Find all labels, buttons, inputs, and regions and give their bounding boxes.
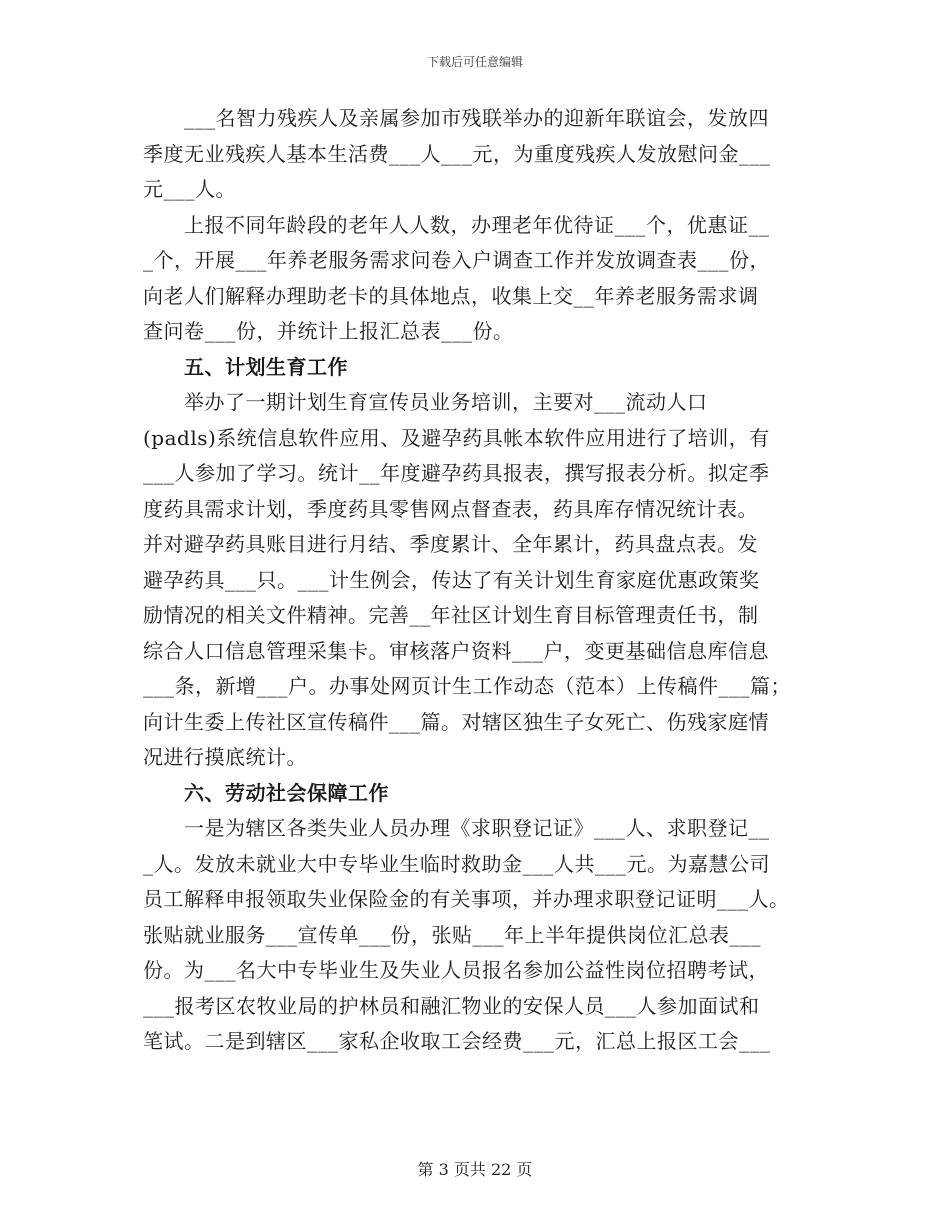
section-heading: 六、劳动社会保障工作	[143, 780, 389, 805]
paragraph-line: 向计生委上传社区宣传稿件___篇。对辖区独生子女死亡、伤残家庭情	[143, 709, 769, 734]
paragraph-line: 上报不同年龄段的老年人人数，办理老年优待证___个，优惠证__	[143, 212, 770, 237]
page-footer: 第 3 页共 22 页	[417, 1160, 533, 1179]
paragraph-line: ___条，新增___户。办事处网页计生工作动态（范本）上传稿件___篇；	[143, 674, 791, 698]
paragraph-line: 度药具需求计划，季度药具零售网点督查表，药具库存情况统计表。	[143, 496, 758, 521]
section-heading: 五、计划生育工作	[143, 354, 348, 379]
page-header: 下载后可任意编辑	[426, 55, 523, 69]
paragraph-line: 张贴就业服务___宣传单___份，张贴___年上半年提供岗位汇总表___	[143, 922, 761, 947]
paragraph-line: 一是为辖区各类失业人员办理《求职登记证》___人、求职登记__	[143, 816, 770, 840]
paragraph-line: 笔试。二是到辖区___家私企收取工会经费___元，汇总上报区工会___	[143, 1029, 771, 1053]
paragraph-line: 况进行摸底统计。	[143, 745, 307, 769]
paragraph-line: 向老人们解释办理助老卡的具体地点，收集上交__年养老服务需求调	[143, 283, 759, 308]
paragraph-line: 份。为___名大中专毕业生及失业人员报名参加公益性岗位招聘考试，	[143, 958, 769, 982]
paragraph-line: (padls)系统信息软件应用、及避孕药具帐本软件应用进行了培训，有	[143, 425, 770, 450]
paragraph-line: 并对避孕药具账目进行月结、季度累计、全年累计，药具盘点表。发	[143, 532, 758, 556]
paragraph-line: 季度无业残疾人基本生活费___人___元，为重度残疾人发放慰问金___	[143, 141, 771, 166]
paragraph-line: _个，开展___年养老服务需求问卷入户调查工作并发放调查表___份，	[143, 248, 770, 272]
paragraph-line: 员工解释申报领取失业保险金的有关事项，并办理求职登记证明___人。	[143, 887, 790, 911]
document-body	[143, 108, 808, 1067]
paragraph-line: _人。发放未就业大中专毕业生临时救助金___人共___元。为嘉慧公司	[143, 851, 770, 876]
paragraph-line: ___报考区农牧业局的护林员和融汇物业的安保人员___人参加面试和	[143, 993, 760, 1018]
paragraph-line: 避孕药具___只。___计生例会，传达了有关计划生育家庭优惠政策奖	[143, 567, 760, 592]
paragraph-line: 综合人口信息管理采集卡。审核落户资料___户，变更基础信息库信息	[143, 638, 769, 663]
paragraph-line: 举办了一期计划生育宣传员业务培训，主要对___流动人口	[143, 390, 708, 414]
paragraph-line: ___名智力残疾人及亲属参加市残联举办的迎新年联谊会，发放四	[143, 106, 769, 130]
paragraph-line: 励情况的相关文件精神。完善__年社区计划生育目标管理责任书，制	[143, 603, 759, 627]
paragraph-line: ___人参加了学习。统计__年度避孕药具报表，撰写报表分析。拟定季	[143, 461, 770, 485]
paragraph-line: 元___人。	[143, 177, 236, 201]
paragraph-line: 查问卷___份，并统计上报汇总表___份。	[143, 319, 514, 343]
